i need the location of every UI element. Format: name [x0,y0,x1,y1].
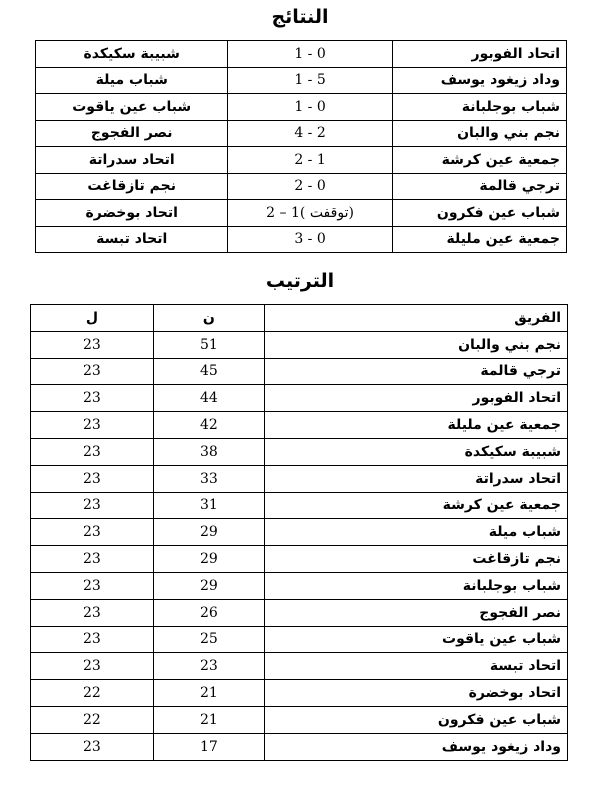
played-cell: 23 [31,546,154,573]
standings-row [31,385,568,412]
played-cell: 23 [31,653,154,680]
match-score: 3 - 0 [228,226,392,253]
played-cell: 23 [31,358,154,385]
points-cell: 23 [153,653,264,680]
team-cell: اتحاد الفوبور [264,385,567,412]
away-team: اتحاد سدراتة [36,147,228,174]
match-score: 1 - 5 [228,67,392,94]
standings-row [31,599,568,626]
points-cell: 38 [153,438,264,465]
home-team: اتحاد الفوبور [392,41,566,68]
away-team: نجم تازقاغت [36,173,228,200]
header-points: ن [153,305,264,332]
standings-title: الترتيب [265,270,335,292]
played-cell: 23 [31,385,154,412]
result-row [36,94,567,121]
points-cell: 31 [153,492,264,519]
standings-row [31,492,568,519]
team-cell: وداد زيغود يوسف [264,733,567,760]
header-team: الفريق [264,305,567,332]
results-body [36,41,567,253]
match-score: 2 – 1( توقفت) [228,200,392,227]
header-played: ل [31,305,154,332]
points-cell: 45 [153,358,264,385]
points-cell: 21 [153,706,264,733]
result-row [36,226,567,253]
home-team: شباب عين فكرون [392,200,566,227]
result-row [36,120,567,147]
team-cell: شباب عين ياقوت [264,626,567,653]
away-team: شباب عين ياقوت [36,94,228,121]
played-cell: 23 [31,599,154,626]
home-team: جمعية عين كرشة [392,147,566,174]
home-team: شباب بوجلبانة [392,94,566,121]
points-cell: 29 [153,519,264,546]
played-cell: 23 [31,492,154,519]
away-team: اتحاد تبسة [36,226,228,253]
points-cell: 21 [153,680,264,707]
standings-row [31,519,568,546]
played-cell: 23 [31,572,154,599]
standings-table [30,304,568,761]
team-cell: جمعية عين كرشة [264,492,567,519]
standings-row [31,358,568,385]
away-team: نصر الفجوج [36,120,228,147]
points-cell: 33 [153,465,264,492]
played-cell: 23 [31,412,154,439]
played-cell: 22 [31,706,154,733]
team-cell: جمعية عين مليلة [264,412,567,439]
standings-row [31,653,568,680]
team-cell: اتحاد سدراتة [264,465,567,492]
standings-body [31,331,568,760]
played-cell: 23 [31,331,154,358]
played-cell: 23 [31,519,154,546]
points-cell: 42 [153,412,264,439]
standings-header-row [31,305,568,332]
team-cell: نجم تازقاغت [264,546,567,573]
away-team: اتحاد بوخضرة [36,200,228,227]
results-title: النتائج [271,6,329,28]
played-cell: 23 [31,438,154,465]
played-cell: 23 [31,733,154,760]
team-cell: شبيبة سكيكدة [264,438,567,465]
standings-row [31,438,568,465]
team-cell: ترجي قالمة [264,358,567,385]
result-row [36,67,567,94]
points-cell: 26 [153,599,264,626]
home-team: جمعية عين مليلة [392,226,566,253]
result-row [36,200,567,227]
standings-row [31,706,568,733]
away-team: شباب ميلة [36,67,228,94]
home-team: نجم بني والبان [392,120,566,147]
points-cell: 51 [153,331,264,358]
team-cell: اتحاد بوخضرة [264,680,567,707]
standings-row [31,626,568,653]
played-cell: 23 [31,626,154,653]
home-team: ترجي قالمة [392,173,566,200]
team-cell: شباب ميلة [264,519,567,546]
points-cell: 29 [153,572,264,599]
result-row [36,173,567,200]
team-cell: شباب عين فكرون [264,706,567,733]
played-cell: 23 [31,465,154,492]
standings-row [31,546,568,573]
results-table [35,40,567,253]
team-cell: نجم بني والبان [264,331,567,358]
away-team: شبيبة سكيكدة [36,41,228,68]
match-score: 2 - 1 [228,147,392,174]
standings-row [31,733,568,760]
standings-row [31,465,568,492]
points-cell: 17 [153,733,264,760]
played-cell: 22 [31,680,154,707]
standings-row [31,680,568,707]
standings-row [31,412,568,439]
match-score: 4 - 2 [228,120,392,147]
result-row [36,41,567,68]
standings-row [31,331,568,358]
match-score: 2 - 0 [228,173,392,200]
team-cell: نصر الفجوج [264,599,567,626]
result-row [36,147,567,174]
home-team: وداد زيغود يوسف [392,67,566,94]
points-cell: 44 [153,385,264,412]
team-cell: اتحاد تبسة [264,653,567,680]
points-cell: 29 [153,546,264,573]
match-score: 1 - 0 [228,41,392,68]
team-cell: شباب بوجلبانة [264,572,567,599]
points-cell: 25 [153,626,264,653]
standings-row [31,572,568,599]
match-score: 1 - 0 [228,94,392,121]
